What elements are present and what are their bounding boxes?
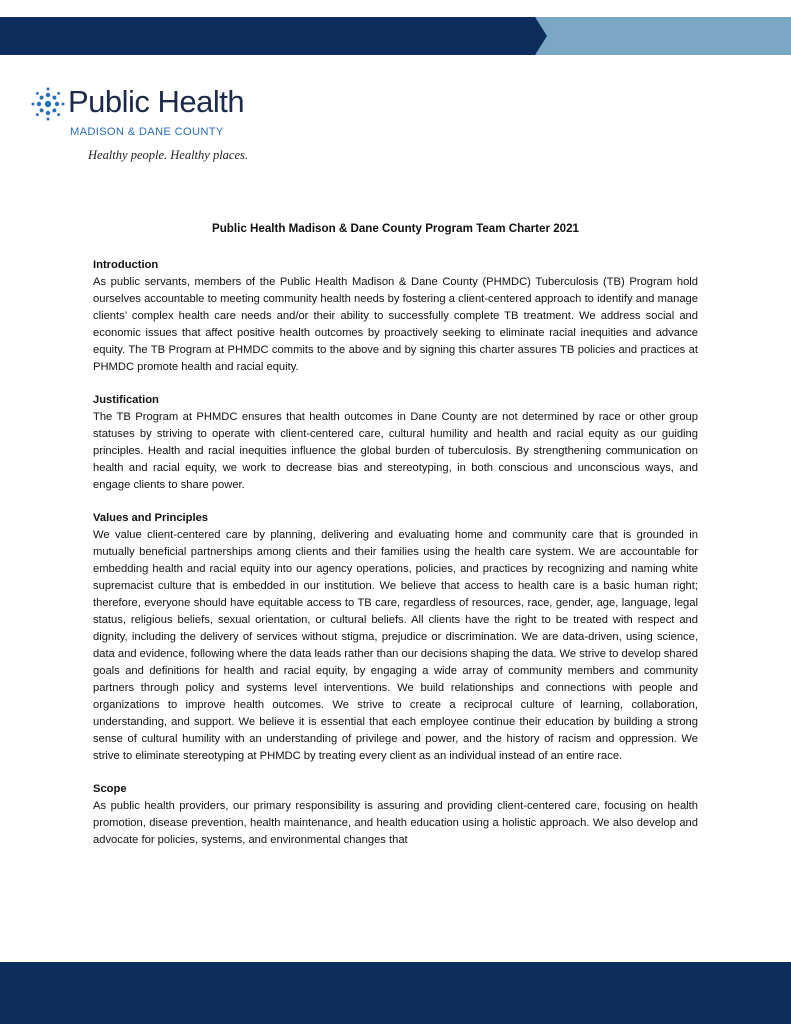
section-paragraph: The TB Program at PHMDC ensures that health outcomes in Dane County are not determined by race or other group statuses by striving to operate with client-centered care, cultural humility and health and racial equity as our guiding principles. Health and racial inequities influence the global burden of tuberculosis. By strengthening communication on health and racial equity, we work to decrease bias and stereotyping, in both conscious and unconscious ways, and engage clients to share power. bbox=[93, 411, 698, 491]
section-paragraph: As public health providers, our primary responsibility is assuring and providing client-centered care, focusing on health promotion, disease prevention, health maintenance, and health education using a holistic approach. We also develop and advocate for policies, systems, and environmental changes that bbox=[93, 800, 698, 846]
header-band bbox=[0, 17, 791, 55]
section-heading: Introduction bbox=[93, 259, 159, 271]
document-title: Public Health Madison & Dane County Program Team Charter 2021 bbox=[211, 222, 579, 235]
logo-tagline: Healthy people. Healthy places. bbox=[88, 148, 249, 162]
section-justification bbox=[93, 392, 698, 494]
section-scope bbox=[93, 781, 698, 849]
section-heading: Values and Principles bbox=[93, 512, 209, 524]
public-health-logo bbox=[30, 86, 260, 166]
section-heading: Scope bbox=[93, 783, 127, 795]
snowflake-burst-icon bbox=[30, 86, 66, 122]
logo-name: Public Health bbox=[68, 84, 245, 119]
logo-subtitle: MADISON & DANE COUNTY bbox=[70, 126, 224, 138]
footer-band bbox=[0, 962, 791, 1024]
document-body bbox=[93, 257, 698, 865]
section-heading: Justification bbox=[93, 394, 159, 406]
section-introduction bbox=[93, 257, 698, 376]
section-paragraph: We value client-centered care by planning, delivering and evaluating home and community care that is grounded in mutually beneficial partnerships among clients and their families using the health care system. We are accountable for embedding health and racial equity into our agency operations, policies, and practices by recognizing and naming white supremacist culture that is embedded in our institution. We believe that access to health care is a basic human right; therefore, everyone should have equitable access to TB care, regardless of resources, race, gender, age, language, legal status, religious beliefs, sexual orientation, or cultural beliefs. All clients have the right to be treated with respect and dignity, including the delivery of services without stigma, prejudice or discrimination. We are data-driven, using science, data and evidence, following where the data leads rather than our decisions shaping the data. We strive to develop shared goals and definitions for health and racial equity, by engaging a wide array of community members and community partners through policy and systems level interventions. We build relationships and connections with people and organizations to improve health outcomes. We strive to create a reciprocal culture of learning, collaboration, understanding, and support. We believe it is essential that each employee continue their education by building a strong sense of cultural humility with an understanding of privilege and power, and the history of racism and oppression. We strive to eliminate stereotyping at PHMDC by treating every client as an individual instead of an entire race. bbox=[93, 529, 698, 762]
section-paragraph: As public servants, members of the Public Health Madison & Dane County (PHMDC) Tuberculosis (TB) Program hold ourselves accountable to meeting community health needs by fostering a client-centered approach to identify and manage clients’ complex health care needs and/or their ability to successfully complete TB treatment. We address social and economic issues that affect positive health outcomes by proactively seeking to eliminate racial inequities and advance equity. The TB Program at PHMDC commits to the above and by signing this charter assures TB policies and practices at PHMDC promote health and racial equity. bbox=[93, 276, 698, 373]
section-values-and-principles bbox=[93, 510, 698, 765]
